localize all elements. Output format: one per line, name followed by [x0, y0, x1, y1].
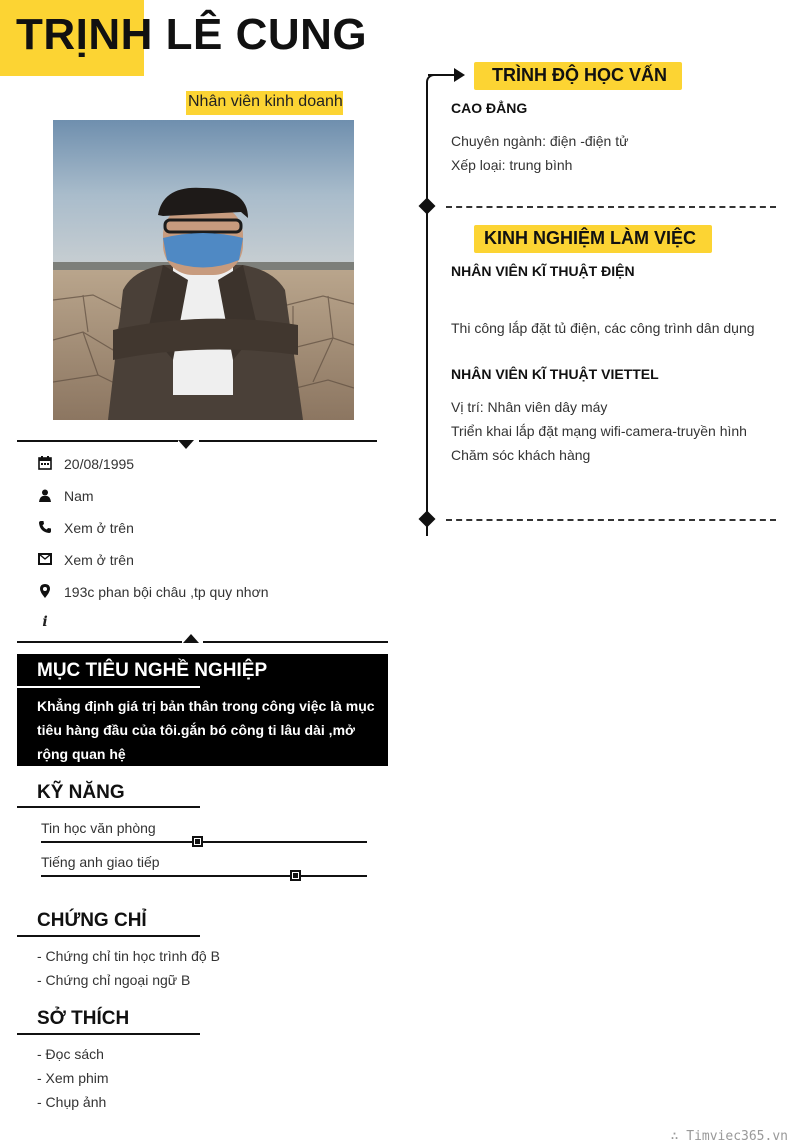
calendar-icon	[37, 455, 53, 471]
email-icon	[37, 551, 53, 567]
divider-arrow-down-icon	[178, 440, 194, 449]
timeline-line	[426, 86, 428, 536]
info-icon: i	[42, 614, 48, 630]
address: 193c phan bội châu ,tp quy nhơn	[64, 584, 269, 600]
objective-text: Khẳng định giá trị bản thân trong công việc là mục tiêu hàng đầu của tôi.gắn bó công ti lâu dài ,mở rộng quan hệ	[37, 698, 375, 762]
job-title: Nhân viên kinh doanh	[186, 91, 343, 115]
skill-level-marker	[290, 870, 301, 881]
skill-name: Tin học văn phòng	[41, 820, 156, 836]
phone: Xem ở trên	[64, 520, 134, 536]
skill-name: Tiếng anh giao tiếp	[41, 854, 160, 870]
job-detail: Thi công lắp đặt tủ điện, các công trình dân dụng	[451, 320, 755, 336]
skill-level-marker	[192, 836, 203, 847]
phone-icon	[37, 519, 53, 535]
job-detail: Chăm sóc khách hàng	[451, 447, 591, 463]
user-icon	[37, 487, 53, 503]
divider-line	[17, 641, 182, 643]
email: Xem ở trên	[64, 552, 134, 568]
timeline-arrow-line	[428, 74, 454, 76]
education-detail: Xếp loại: trung bình	[451, 157, 573, 173]
divider-line	[17, 440, 178, 442]
skill-bar	[41, 875, 367, 877]
timeline-arrow-icon	[454, 68, 465, 82]
job-detail: Vị trí: Nhân viên dây máy	[451, 399, 608, 415]
hobbies-title: SỞ THÍCH	[37, 1008, 130, 1029]
certificate-item: - Chứng chỉ ngoại ngữ B	[37, 972, 191, 988]
objective-title-underline	[17, 686, 200, 688]
dashed-separator	[446, 206, 776, 208]
profile-photo	[53, 120, 354, 420]
job-title: NHÂN VIÊN KĨ THUẬT ĐIỆN	[451, 263, 635, 279]
education-detail: Chuyên ngành: điện -điện tử	[451, 133, 629, 149]
timeline-diamond-icon	[419, 198, 436, 215]
watermark: ∴ Timviec365.vn	[670, 1129, 788, 1144]
birth-date: 20/08/1995	[64, 456, 135, 472]
timeline-diamond-icon	[419, 511, 436, 528]
skill-bar	[41, 841, 367, 843]
skills-title-underline	[17, 806, 200, 808]
location-pin-icon	[37, 583, 53, 599]
certificates-title-underline	[17, 935, 200, 937]
hobby-item: - Xem phim	[37, 1070, 109, 1086]
divider-arrow-up-icon	[183, 634, 199, 643]
certificate-item: - Chứng chỉ tin học trình độ B	[37, 948, 220, 964]
education-title: TRÌNH ĐỘ HỌC VẤN	[492, 65, 667, 85]
gender: Nam	[64, 488, 94, 504]
candidate-name: TRỊNH LÊ CUNG	[16, 10, 368, 59]
hobby-item: - Chụp ảnh	[37, 1094, 107, 1110]
dashed-separator	[446, 519, 776, 521]
hobbies-title-underline	[17, 1033, 200, 1035]
experience-title: KINH NGHIỆM LÀM VIỆC	[484, 228, 697, 248]
objective-title: MỤC TIÊU NGHỀ NGHIỆP	[37, 660, 268, 681]
education-level: CAO ĐẲNG	[451, 100, 528, 116]
divider-line	[203, 641, 388, 643]
divider-line	[199, 440, 377, 442]
hobby-item: - Đọc sách	[37, 1046, 104, 1062]
job-title: NHÂN VIÊN KĨ THUẬT VIETTEL	[451, 366, 659, 382]
certificates-title: CHỨNG CHỈ	[37, 910, 147, 931]
skills-title: KỸ NĂNG	[37, 782, 125, 803]
job-detail: Triển khai lắp đặt mạng wifi-camera-truyền hình	[451, 423, 747, 439]
